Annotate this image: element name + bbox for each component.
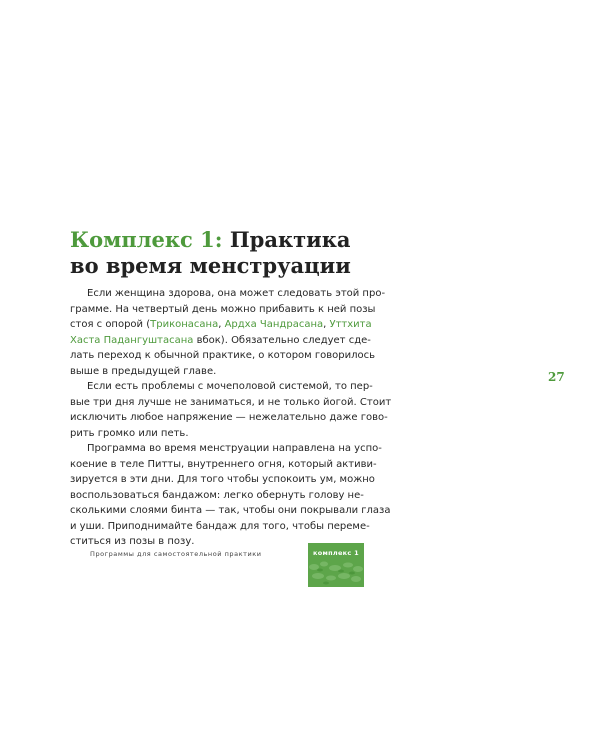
paragraph-line: зируется в эти дни. Для того чтобы успокоить ум, можно [70, 474, 375, 485]
pose-link-utthita[interactable]: Уттхита [329, 319, 372, 330]
paragraph-line-with-links [70, 317, 410, 333]
text-fragment: вбок). Обязательно следует сде- [193, 334, 371, 346]
section-tab-label: комплекс 1 [313, 549, 359, 557]
text-fragment: стоя с опорой ( [70, 319, 151, 330]
footer-section-title: Программы для самостоятельной практики [90, 550, 262, 558]
chapter-heading [70, 227, 370, 279]
heading-title: Практика [222, 227, 351, 252]
page-number: 27 [548, 370, 565, 384]
paragraph-line: сколькими слоями бинта — так, чтобы они покрывали глаза [70, 505, 391, 516]
pose-link-hasta-padangushtasana[interactable]: Хаста Падангуштасана [70, 334, 194, 346]
paragraph-line: коение в теле Питты, внутреннего огня, который активи- [70, 458, 377, 470]
paragraph-line: лать переход к обычной практике, о котором говорилось [70, 350, 376, 361]
paragraph-line: ститься из позы в позу. [70, 536, 195, 547]
text-fragment: , [218, 319, 225, 330]
paragraph-line: исключить любое напряжение — нежелательно даже гово- [70, 412, 388, 423]
body-text [70, 286, 410, 550]
paragraph-line: вые три дня лучше не заниматься, и не только йогой. Стоит [70, 396, 392, 408]
paragraph-line: грамме. На четвертый день можно прибавить к ней позы [70, 303, 376, 315]
paragraph-line-with-links [70, 333, 410, 349]
text-fragment: , [323, 319, 330, 330]
section-tab [308, 543, 364, 587]
pose-link-trikonasana[interactable]: Триконасана [150, 319, 219, 330]
heading-accent: Комплекс 1: [70, 227, 223, 252]
paragraph-line: и уши. Приподнимайте бандаж для того, чтобы переме- [70, 520, 370, 532]
paragraph-line: Программа во время менструации направлена на успо- [87, 443, 382, 454]
heading-subtitle: во время менструации [70, 253, 351, 278]
pose-link-ardha-chandrasana[interactable]: Ардха Чандрасана [224, 319, 324, 330]
paragraph-line: Если женщина здорова, она может следовать этой про- [87, 288, 386, 299]
paragraph-line: Если есть проблемы с мочеполовой системой, то пер- [87, 381, 373, 392]
foliage-pattern-icon [308, 559, 364, 587]
paragraph-line: воспользоваться бандажом: легко обернуть голову не- [70, 489, 364, 501]
paragraph-line: выше в предыдущей главе. [70, 365, 217, 377]
paragraph-line: рить громко или петь. [70, 427, 189, 439]
